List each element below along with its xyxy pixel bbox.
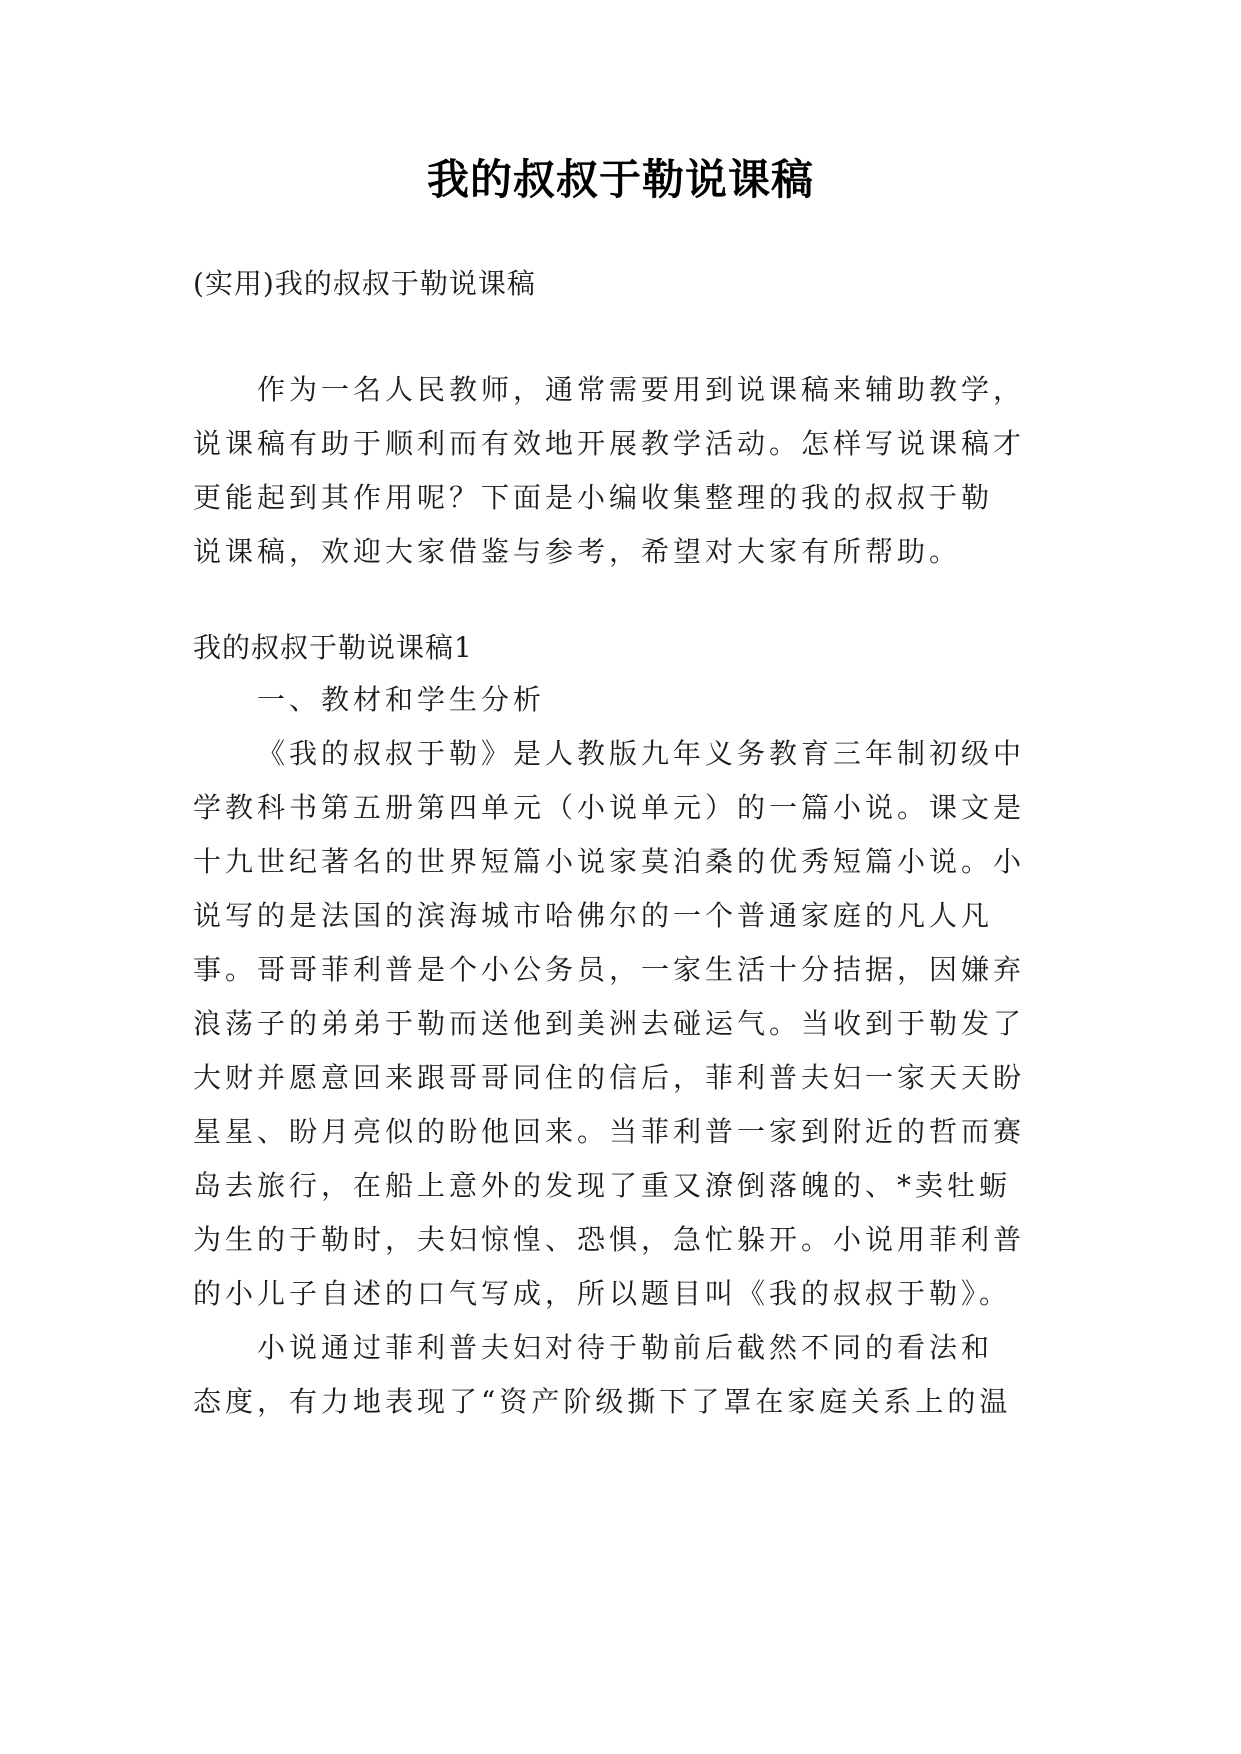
section-subheading: 一、教材和学生分析 <box>257 683 546 716</box>
intro-line: 作为一名人民教师，通常需要用到说课稿来辅助教学， <box>257 373 1026 406</box>
intro-line: 更能起到其作用呢？下面是小编收集整理的我的叔叔于勒 <box>193 481 994 514</box>
paragraph-line: 说写的是法国的滨海城市哈佛尔的一个普通家庭的凡人凡 <box>193 899 994 932</box>
paragraph-line: 小说通过菲利普夫妇对待于勒前后截然不同的看法和 <box>257 1331 994 1364</box>
paragraph-line: 的小儿子自述的口气写成，所以题目叫《我的叔叔于勒》。 <box>193 1277 1012 1310</box>
document-title: 我的叔叔于勒说课稿 <box>426 155 814 204</box>
paragraph-line: 浪荡子的弟弟于勒而送他到美洲去碰运气。当收到于勒发了 <box>193 1007 1026 1040</box>
paragraph-line: 为生的于勒时，夫妇惊惶、恐惧，急忙躲开。小说用菲利普 <box>193 1223 1026 1256</box>
paragraph-line: 事。哥哥菲利普是个小公务员，一家生活十分拮据，因嫌弃 <box>193 953 1026 986</box>
paragraph-line: 《我的叔叔于勒》是人教版九年义务教育三年制初级中 <box>257 737 1026 770</box>
section-heading: 我的叔叔于勒说课稿1 <box>193 631 473 664</box>
paragraph-line: 岛去旅行，在船上意外的发现了重又潦倒落魄的、*卖牡蛎 <box>193 1169 1012 1202</box>
paragraph-line: 十九世纪著名的世界短篇小说家莫泊桑的优秀短篇小说。小 <box>193 845 1026 878</box>
document-subtitle: (实用)我的叔叔于勒说课稿 <box>193 267 536 300</box>
paragraph-line: 大财并愿意回来跟哥哥同住的信后，菲利普夫妇一家天天盼 <box>193 1061 1026 1094</box>
intro-line: 说课稿，欢迎大家借鉴与参考，希望对大家有所帮助。 <box>193 535 962 568</box>
intro-line: 说课稿有助于顺利而有效地开展教学活动。怎样写说课稿才 <box>193 427 1026 460</box>
paragraph-line: 态度，有力地表现了“资产阶级撕下了罩在家庭关系上的温 <box>193 1385 1012 1418</box>
paragraph-line: 学教科书第五册第四单元（小说单元）的一篇小说。课文是 <box>193 791 1026 824</box>
paragraph-line: 星星、盼月亮似的盼他回来。当菲利普一家到附近的哲而赛 <box>193 1115 1026 1148</box>
